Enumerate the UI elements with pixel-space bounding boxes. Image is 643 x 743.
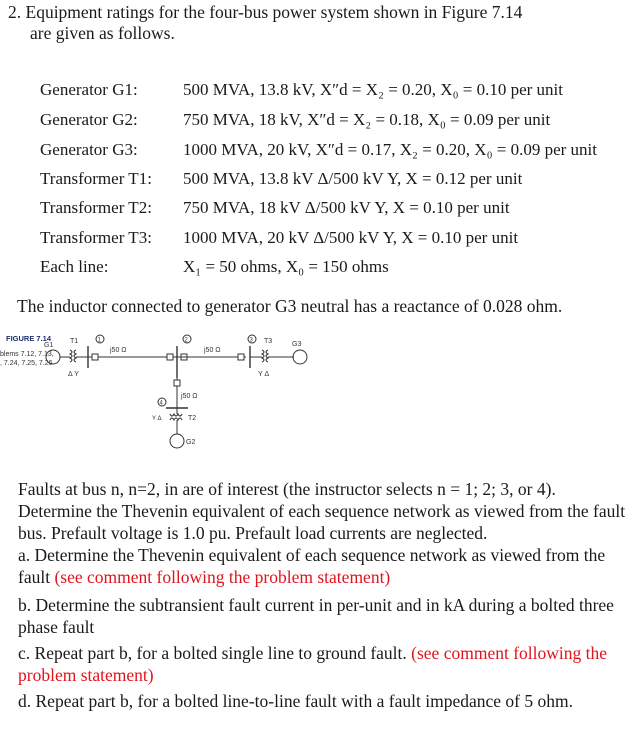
label-t1: T1: [70, 338, 79, 345]
inductor-note: The inductor connected to generator G3 neutral has a reactance of 0.028 ohm.: [17, 296, 563, 316]
label-bus2: 2: [184, 337, 188, 344]
transformer-t1-symbol: [70, 350, 88, 362]
label-t3-conn: Y Δ: [258, 371, 270, 378]
figure-caption-line2: , 7.24, 7.25, 7.26: [0, 360, 53, 367]
question-heading: [8, 2, 522, 44]
part-c: [18, 642, 628, 686]
label-line-23: j50 Ω: [204, 347, 221, 354]
breaker-icon: [92, 354, 98, 360]
figure-caption-title: FIGURE 7.14: [6, 334, 52, 343]
figure-caption-line1: blems 7.12, 7.13,: [0, 351, 54, 358]
one-line-diagram: [40, 328, 330, 452]
part-a-comment: (see comment following the problem statement): [54, 567, 391, 587]
label-bus3: 3: [249, 337, 253, 344]
rating-label-g3: Generator G3:: [40, 140, 138, 159]
faults-paragraph: Faults at bus n, n=2, in are of interest (the instructor selects n = 1; 2; 3, or 4). Determine the Thevenin equivalent of each sequence network as viewed from the fault bus. Prefault voltage is 1.0 pu. Prefault load currents are neglected.: [18, 479, 626, 543]
label-line-24: j50 Ω: [181, 393, 198, 400]
generator-g3-symbol: [293, 350, 307, 364]
rating-label-line: Each line:: [40, 257, 109, 276]
breaker-icon: [167, 354, 173, 360]
question-line1: Equipment ratings for the four-bus power system shown in Figure 7.14: [25, 2, 523, 22]
label-g2: G2: [186, 439, 196, 446]
rating-value-t3: 1000 MVA, 20 kV Δ/500 kV Y, X = 0.10 per unit: [183, 228, 519, 247]
part-d: d. Repeat part b, for a bolted line-to-line fault with a fault impedance of 5 ohm.: [18, 691, 573, 711]
label-t3: T3: [264, 338, 273, 345]
part-a-text: a. Determine the Thevenin equivalent of each sequence network as viewed from the fault: [18, 545, 606, 587]
rating-label-g1: Generator G1:: [40, 80, 138, 99]
label-g1: G1: [44, 342, 54, 349]
label-bus1: 1: [97, 337, 101, 344]
generator-g2-symbol: [170, 434, 184, 448]
rating-value-g1: 500 MVA, 13.8 kV, X″d = X₂ = 0.20, X₀ = 0.10 per unit: [183, 80, 563, 99]
breaker-icon: [174, 380, 180, 386]
label-t1-conn: Δ Y: [68, 371, 79, 378]
rating-label-t3: Transformer T3:: [40, 228, 152, 247]
part-a: [18, 544, 628, 588]
rating-value-g2: 750 MVA, 18 kV, X″d = X₂ = 0.18, X₀ = 0.09 per unit: [183, 110, 551, 129]
rating-label-t1: Transformer T1:: [40, 169, 152, 188]
transformer-t3-symbol: [250, 350, 294, 362]
part-c-text: c. Repeat part b, for a bolted single line to ground fault.: [18, 643, 412, 663]
part-b: b. Determine the subtransient fault current in per-unit and in kA during a bolted three phase fault: [18, 595, 614, 637]
rating-label-g2: Generator G2:: [40, 110, 138, 129]
rating-value-line: X₁ = 50 ohms, X₀ = 150 ohms: [183, 257, 389, 276]
transformer-t2-symbol: [170, 408, 182, 434]
question-number: 2.: [8, 2, 22, 22]
rating-value-g3: 1000 MVA, 20 kV, X″d = 0.17, X₂ = 0.20, X₀ = 0.09 per unit: [183, 140, 597, 159]
label-line-12: j50 Ω: [110, 347, 127, 354]
label-t2: T2: [188, 415, 197, 422]
question-line2: are given as follows.: [30, 23, 175, 43]
part-c-comment: (see comment following the problem statement): [18, 643, 608, 685]
label-g3: G3: [292, 341, 302, 348]
rating-value-t2: 750 MVA, 18 kV Δ/500 kV Y, X = 0.10 per unit: [183, 198, 510, 217]
label-t2-conn: Y Δ: [152, 416, 162, 422]
label-bus4: 4: [159, 400, 163, 407]
rating-value-t1: 500 MVA, 13.8 kV Δ/500 kV Y, X = 0.12 per unit: [183, 169, 523, 188]
breaker-icon: [238, 354, 244, 360]
generator-g1-symbol: [46, 350, 60, 364]
rating-label-t2: Transformer T2:: [40, 198, 152, 217]
